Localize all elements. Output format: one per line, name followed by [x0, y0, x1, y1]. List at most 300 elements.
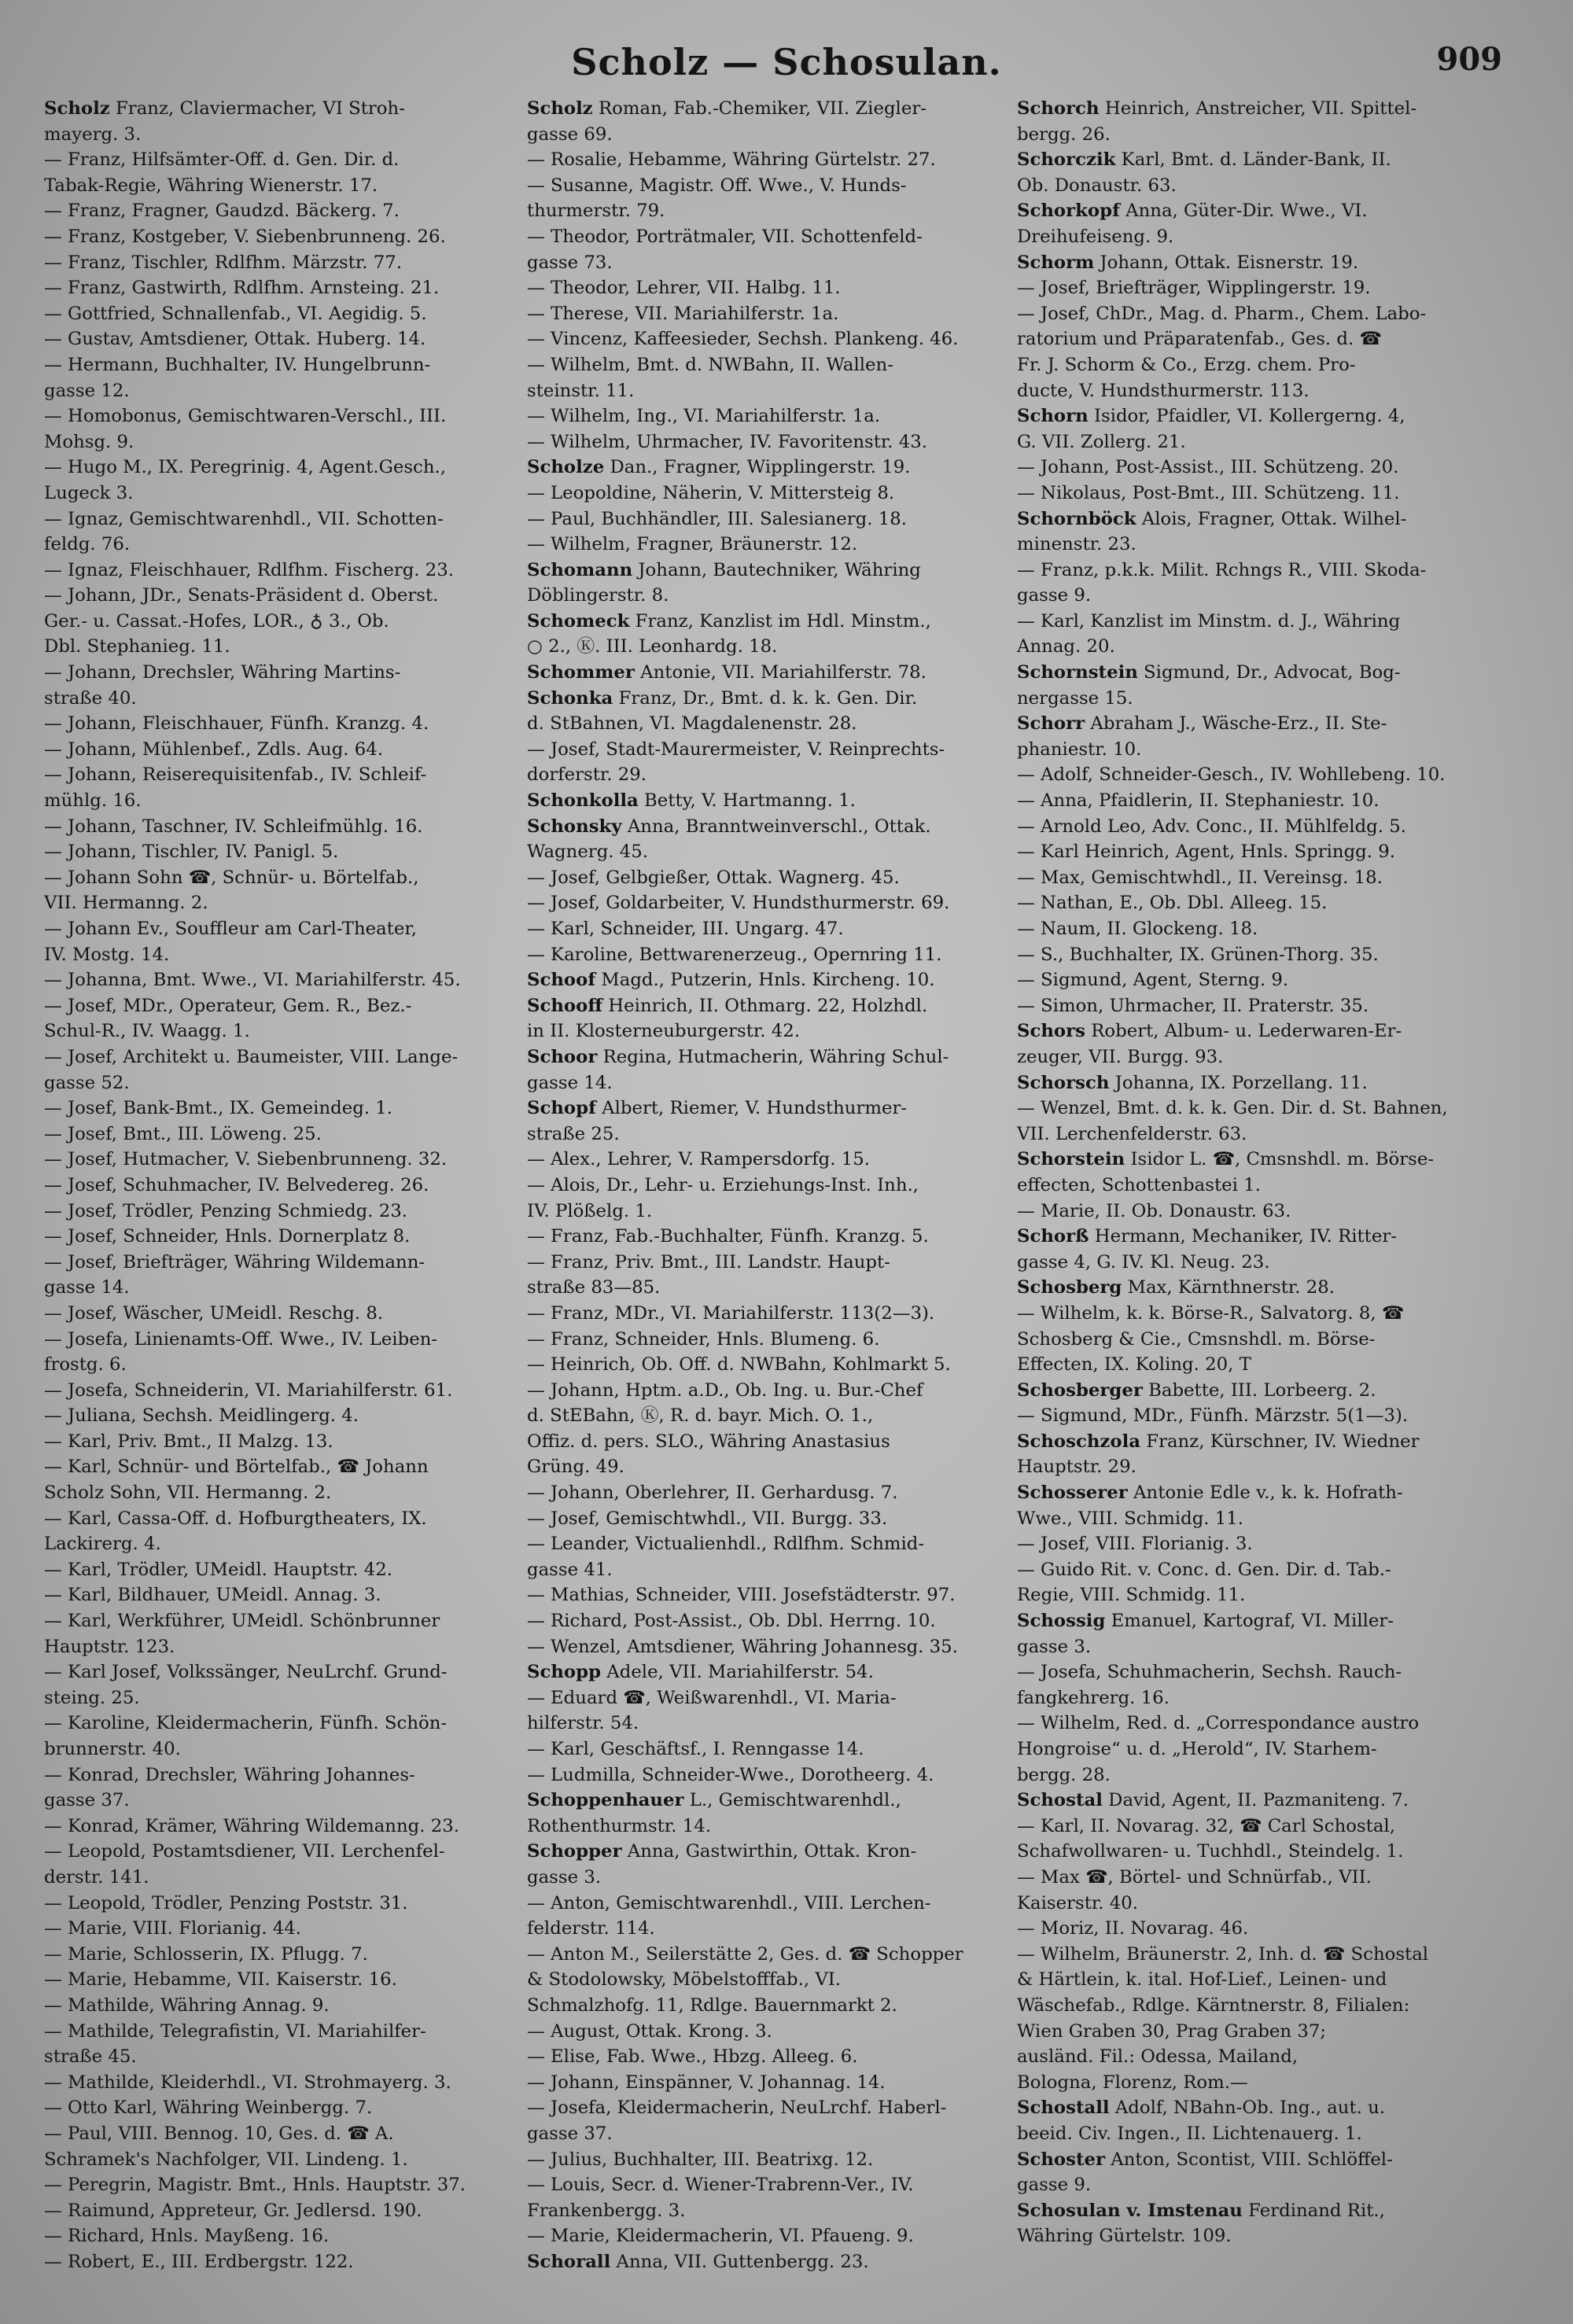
entry-text: — Johann, Tischler, IV. Panigl. 5. [44, 842, 339, 863]
page-header [0, 41, 1573, 88]
entry-text: dorferstr. 29. [527, 764, 647, 786]
directory-line [1017, 1275, 1520, 1301]
entry-text: — Susanne, Magistr. Off. Wwe., V. Hunds- [527, 175, 907, 196]
surname-heading: Scholz [527, 98, 593, 119]
entry-text: Franz, Claviermacher, VI Stroh- [109, 98, 405, 119]
surname-heading: Schorm [1017, 252, 1095, 273]
directory-line [44, 1865, 547, 1891]
entry-text: — Franz, Schneider, Hnls. Blumeng. 6. [527, 1328, 880, 1350]
directory-line [44, 1891, 547, 1917]
directory-line [527, 890, 1030, 916]
directory-line [1017, 1762, 1520, 1788]
entry-text: — Josef, Briefträger, Wipplingerstr. 19. [1017, 278, 1371, 299]
directory-line [1017, 1147, 1520, 1173]
directory-line [527, 1582, 1030, 1608]
directory-line [527, 2223, 1030, 2249]
column-middle [527, 96, 1030, 2274]
entry-text: — Eduard ☎, Weißwarenhdl., VI. Maria- [527, 1687, 897, 1708]
entry-text: — Sigmund, Agent, Sterng. 9. [1017, 970, 1289, 991]
entry-text: — Josef, Goldarbeiter, V. Hundsthurmerstr. 69. [527, 893, 950, 914]
directory-line [527, 1121, 1030, 1147]
entry-text: — Mathilde, Währing Annag. 9. [44, 1994, 330, 2016]
entry-text: — Mathias, Schneider, VIII. Josefstädterstr. 97. [527, 1585, 956, 1606]
entry-text: hilferstr. 54. [527, 1713, 639, 1734]
entry-text: — Karl, Bildhauer, UMeidl. Annag. 3. [44, 1585, 381, 1606]
entry-text: frostg. 6. [44, 1354, 127, 1376]
directory-line [1017, 250, 1520, 276]
directory-line [1017, 352, 1520, 378]
entry-text: steinstr. 11. [527, 380, 635, 401]
entry-text: gasse 73. [527, 252, 613, 273]
entry-text: Wagnerg. 45. [527, 842, 649, 863]
directory-line [1017, 1018, 1520, 1044]
surname-heading: Schoschzola [1017, 1431, 1140, 1452]
entry-text: — Johann, JDr., Senats-Präsident d. Oberst. [44, 585, 439, 606]
directory-line [527, 916, 1030, 942]
entry-text: Alois, Fragner, Ottak. Wilhel- [1136, 508, 1407, 529]
directory-line [1017, 788, 1520, 814]
entry-text: Hauptstr. 29. [1017, 1457, 1136, 1478]
entry-text: — Josef, Stadt-Maurermeister, V. Reinprechts- [527, 738, 945, 760]
entry-text: — Therese, VII. Mariahilferstr. 1a. [527, 303, 839, 324]
directory-line [527, 1865, 1030, 1891]
entry-text: — Anton, Gemischtwarenhdl., VIII. Lerchen- [527, 1892, 931, 1913]
surname-heading: Schorsch [1017, 1072, 1110, 1093]
entry-text: — Johann, Post-Assist., III. Schützeng. 20. [1017, 457, 1399, 478]
directory-line [1017, 942, 1520, 968]
directory-line [44, 352, 547, 378]
entry-text: — Konrad, Krämer, Währing Wildemanng. 23. [44, 1815, 460, 1836]
entry-text: mayerg. 3. [44, 123, 142, 145]
entry-text: ratorium und Präparatenfab., Ges. d. ☎ [1017, 329, 1382, 350]
directory-line [1017, 660, 1520, 686]
entry-text: — Louis, Secr. d. Wiener-Trabrenn-Ver., IV. [527, 2175, 914, 2196]
surname-heading: Schommer [527, 662, 635, 683]
surname-heading: Schooff [527, 995, 603, 1016]
entry-text: gasse 41. [527, 1559, 613, 1580]
entry-text: — Franz, Priv. Bmt., III. Landstr. Haupt- [527, 1251, 890, 1272]
surname-heading: Schorkopf [1017, 201, 1120, 222]
entry-text: — Karl, Cassa-Off. d. Hofburgtheaters, IX. [44, 1508, 427, 1529]
directory-line [44, 1121, 547, 1147]
entry-text: Währing Gürtelstr. 109. [1017, 2226, 1232, 2247]
entry-text: — Johann, Fleischhauer, Fünfh. Kranzg. 4. [44, 713, 429, 735]
directory-line [44, 686, 547, 712]
entry-text: Offiz. d. pers. SLO., Währing Anastasius [527, 1431, 890, 1452]
entry-text: VII. Lerchenfelderstr. 63. [1017, 1123, 1247, 1144]
entry-text: Franz, Kanzlist im Hdl. Minstm., [629, 610, 931, 632]
directory-line [527, 1891, 1030, 1917]
directory-line [1017, 609, 1520, 635]
entry-text: effecten, Schottenbastei 1. [1017, 1174, 1261, 1195]
surname-heading: Schomann [527, 559, 633, 580]
entry-text: — Karoline, Bettwarenerzeug., Opernring 11. [527, 944, 942, 965]
directory-line [527, 1788, 1030, 1814]
directory-line [1017, 173, 1520, 199]
entry-text: — Franz, Fab.-Buchhalter, Fünfh. Kranzg. 5. [527, 1226, 929, 1247]
entry-text: — Marie, II. Ob. Donaustr. 63. [1017, 1200, 1291, 1221]
entry-text: Regie, VIII. Schmidg. 11. [1017, 1585, 1246, 1606]
entry-text: — Peregrin, Magistr. Bmt., Hnls. Hauptstr. 37. [44, 2175, 466, 2196]
directory-line [44, 1967, 547, 1993]
surname-heading: Schorch [1017, 98, 1100, 119]
directory-line [44, 890, 547, 916]
entry-text: Magd., Putzerin, Hnls. Kircheng. 10. [595, 970, 935, 991]
entry-text: straße 40. [44, 687, 137, 709]
directory-line [44, 122, 547, 148]
entry-text: in II. Klosterneuburgerstr. 42. [527, 1021, 801, 1042]
directory-line [527, 1301, 1030, 1327]
directory-line [527, 865, 1030, 891]
entry-text: — Josef, Architekt u. Baumeister, VIII. Lange- [44, 1046, 459, 1067]
entry-text: — Hugo M., IX. Peregrinig. 4, Agent.Gesch., [44, 457, 446, 478]
entry-text: — Naum, II. Glockeng. 18. [1017, 919, 1258, 939]
entry-text: — Guido Rit. v. Conc. d. Gen. Dir. d. Tab.- [1017, 1559, 1391, 1580]
directory-line [44, 403, 547, 429]
entry-text: — Wilhelm, Ing., VI. Mariahilferstr. 1a. [527, 406, 881, 427]
entry-text: ○ 2., Ⓚ. III. Leonhardg. 18. [527, 636, 778, 657]
directory-line [527, 532, 1030, 558]
entry-text: — Leopold, Trödler, Penzing Poststr. 31. [44, 1892, 408, 1913]
entry-text: Anna, Gastwirthin, Ottak. Kron- [621, 1841, 917, 1862]
entry-text: — Paul, Buchhändler, III. Salesianerg. 18. [527, 508, 908, 529]
directory-line [1017, 1352, 1520, 1378]
directory-line [527, 2147, 1030, 2173]
directory-line [44, 1942, 547, 1968]
directory-line [1017, 1378, 1520, 1404]
directory-line [1017, 1454, 1520, 1480]
entry-text: Anna, VII. Guttenbergg. 23. [610, 2251, 869, 2272]
directory-line [44, 609, 547, 635]
entry-text: — Johann, Reiserequisitenfab., IV. Schleif- [44, 764, 427, 786]
directory-line [1017, 1199, 1520, 1225]
entry-text: — Karl, II. Novarag. 32, ☎ Carl Schostal, [1017, 1815, 1395, 1836]
entry-text: Tabak-Regie, Währing Wienerstr. 17. [44, 175, 378, 196]
directory-line [527, 993, 1030, 1019]
entry-text: — Marie, Kleidermacherin, VI. Pfaueng. 9. [527, 2226, 914, 2247]
entry-text: Adele, VII. Mariahilferstr. 54. [601, 1662, 874, 1683]
directory-line [527, 1608, 1030, 1634]
entry-text: — Otto Karl, Währing Weinbergg. 7. [44, 2097, 373, 2119]
directory-line [44, 993, 547, 1019]
directory-line [44, 865, 547, 891]
directory-line [1017, 558, 1520, 584]
entry-text: Hongroise“ u. d. „Herold“, IV. Starhem- [1017, 1739, 1377, 1759]
entry-text: Adolf, NBahn-Ob. Ing., aut. u. [1109, 2097, 1386, 2119]
directory-line [44, 147, 547, 173]
directory-line [44, 1018, 547, 1044]
entry-text: — Wenzel, Amtsdiener, Währing Johannesg. 35. [527, 1636, 958, 1657]
surname-heading: Schoster [1017, 2149, 1106, 2170]
directory-line [527, 2070, 1030, 2096]
entry-text: — Gottfried, Schnallenfab., VI. Aegidig. 5. [44, 303, 427, 324]
directory-line [44, 1301, 547, 1327]
entry-text: Karl, Bmt. d. Länder-Bank, II. [1115, 149, 1391, 171]
entry-text: — Elise, Fab. Wwe., Hbzg. Alleeg. 6. [527, 2046, 858, 2068]
directory-line [1017, 147, 1520, 173]
directory-line [527, 1454, 1030, 1480]
directory-line [527, 1737, 1030, 1762]
directory-line [1017, 1070, 1520, 1096]
directory-line [527, 967, 1030, 993]
directory-line [44, 481, 547, 506]
surname-heading: Scholz [44, 98, 110, 119]
entry-text: Grüng. 49. [527, 1457, 624, 1478]
entry-text: — Rosalie, Hebamme, Währing Gürtelstr. 27. [527, 149, 936, 171]
directory-line [44, 96, 547, 122]
entry-text: & Härtlein, k. ital. Hof-Lief., Leinen- und [1017, 1969, 1387, 1991]
directory-line [44, 1044, 547, 1070]
directory-line [44, 1659, 547, 1685]
directory-line [44, 532, 547, 558]
directory-line [1017, 1531, 1520, 1557]
directory-line [1017, 481, 1520, 506]
directory-line [527, 558, 1030, 584]
entry-text: Abraham J., Wäsche-Erz., II. Ste- [1085, 713, 1387, 735]
directory-line [1017, 2070, 1520, 2096]
directory-line [1017, 1916, 1520, 1942]
directory-line [1017, 224, 1520, 250]
entry-text: — Josef, Wäscher, UMeidl. Reschg. 8. [44, 1302, 384, 1324]
directory-line [1017, 122, 1520, 148]
entry-text: beeid. Civ. Ingen., II. Lichtenauerg. 1. [1017, 2123, 1362, 2144]
entry-text: — Johann, Oberlehrer, II. Gerhardusg. 7. [527, 1482, 898, 1504]
directory-line [44, 967, 547, 993]
entry-text: — Josef, Bmt., III. Löweng. 25. [44, 1123, 322, 1144]
directory-line [527, 1762, 1030, 1788]
directory-line [44, 2044, 547, 2070]
entry-text: — Karl, Schneider, III. Ungarg. 47. [527, 919, 844, 939]
directory-line [527, 1403, 1030, 1429]
entry-text: — Franz, Hilfsämter-Off. d. Gen. Dir. d. [44, 149, 400, 171]
entry-text: — Mathilde, Kleiderhdl., VI. Strohmayerg. 3. [44, 2072, 451, 2093]
entry-text: — Josef, MDr., Operateur, Gem. R., Bez.- [44, 995, 412, 1016]
entry-text: — Arnold Leo, Adv. Conc., II. Mühlfeldg. 5. [1017, 816, 1407, 837]
directory-line [1017, 1506, 1520, 1532]
directory-line [44, 2121, 547, 2147]
entry-text: & Stodolowsky, Möbelstofffab., VI. [527, 1969, 842, 1991]
entry-text: Schmalzhofg. 11, Rdlge. Bauernmarkt 2. [527, 1994, 897, 2016]
directory-line [44, 275, 547, 301]
entry-text: minenstr. 23. [1017, 534, 1136, 555]
surname-heading: Schonkolla [527, 790, 639, 812]
surname-heading: Schors [1017, 1021, 1085, 1042]
entry-text: — Josef, ChDr., Mag. d. Pharm., Chem. Labo- [1017, 303, 1427, 324]
entry-text: — Gustav, Amtsdiener, Ottak. Huberg. 14. [44, 329, 426, 350]
directory-line [527, 711, 1030, 737]
entry-text: bergg. 26. [1017, 123, 1111, 145]
entry-text: — Marie, VIII. Florianig. 44. [44, 1918, 302, 1939]
entry-text: Robert, Album- u. Lederwaren-Er- [1085, 1021, 1402, 1042]
directory-line [1017, 506, 1520, 532]
directory-line [44, 1993, 547, 2019]
entry-text: — Adolf, Schneider-Gesch., IV. Wohllebeng. 10. [1017, 764, 1446, 786]
entry-text: — Franz, Tischler, Rdlfhm. Märzstr. 77. [44, 252, 402, 273]
directory-line [1017, 455, 1520, 481]
directory-line [44, 2198, 547, 2224]
entry-text: — Josefa, Schneiderin, VI. Mariahilferstr. 61. [44, 1379, 453, 1401]
directory-line [44, 1096, 547, 1121]
directory-line [1017, 2198, 1520, 2224]
directory-line [1017, 890, 1520, 916]
directory-line [44, 1762, 547, 1788]
directory-line [527, 609, 1030, 635]
directory-line [527, 96, 1030, 122]
directory-line [527, 1378, 1030, 1404]
directory-line [1017, 1250, 1520, 1276]
entry-text: Wäschefab., Rdlge. Kärntnerstr. 8, Filialen: [1017, 1994, 1410, 2016]
entry-text: — Karl, Kanzlist im Minstm. d. J., Währing [1017, 610, 1401, 632]
entry-text: — Josef, Gelbgießer, Ottak. Wagnerg. 45. [527, 867, 900, 888]
surname-heading: Schoof [527, 970, 596, 991]
directory-line [527, 1327, 1030, 1353]
directory-line [44, 378, 547, 404]
entry-text: gasse 14. [44, 1277, 130, 1298]
directory-line [527, 1429, 1030, 1455]
entry-text: — Max ☎, Börtel- und Schnürfab., VII. [1017, 1866, 1372, 1888]
entry-text: Hauptstr. 123. [44, 1636, 175, 1657]
directory-line [1017, 762, 1520, 788]
directory-line [44, 1839, 547, 1865]
surname-heading: Schorstein [1017, 1149, 1125, 1170]
directory-line [527, 1967, 1030, 1993]
directory-line [44, 1608, 547, 1634]
directory-line [1017, 1429, 1520, 1455]
directory-line [44, 1685, 547, 1711]
entry-text: Mohsg. 9. [44, 431, 134, 452]
directory-line [1017, 326, 1520, 352]
directory-line [527, 1993, 1030, 2019]
directory-line [44, 2249, 547, 2275]
entry-text: VII. Hermanng. 2. [44, 893, 208, 914]
entry-text: — Josefa, Kleidermacherin, NeuLrchf. Haberl- [527, 2097, 947, 2119]
surname-heading: Schoppenhauer [527, 1790, 684, 1811]
entry-text: feldg. 76. [44, 534, 131, 555]
entry-text: d. StEBahn, Ⓚ, R. d. bayr. Mich. O. 1., [527, 1405, 874, 1427]
directory-line [1017, 198, 1520, 224]
entry-text: IV. Plößelg. 1. [527, 1200, 653, 1221]
entry-text: David, Agent, II. Pazmaniteng. 7. [1102, 1790, 1409, 1811]
entry-text: — Josef, Trödler, Penzing Schmiedg. 23. [44, 1200, 408, 1221]
entry-text: — Johanna, Bmt. Wwe., VI. Mariahilferstr. 45. [44, 970, 461, 991]
directory-line [527, 2172, 1030, 2198]
directory-line [1017, 2044, 1520, 2070]
directory-line [44, 2223, 547, 2249]
directory-line [44, 1582, 547, 1608]
entry-text: — Johann Sohn ☎, Schnür- u. Börtelfab., [44, 867, 419, 888]
entry-text: — Josef, VIII. Florianig. 3. [1017, 1534, 1253, 1555]
directory-line [44, 788, 547, 814]
directory-line [527, 481, 1030, 506]
directory-line [527, 1839, 1030, 1865]
directory-line [1017, 967, 1520, 993]
directory-line [44, 455, 547, 481]
directory-line [44, 1250, 547, 1276]
directory-line [44, 2147, 547, 2173]
entry-text: — Johann, Mühlenbef., Zdls. Aug. 64. [44, 738, 384, 760]
directory-line [1017, 583, 1520, 609]
directory-line [1017, 1121, 1520, 1147]
directory-line [44, 326, 547, 352]
entry-text: steing. 25. [44, 1687, 140, 1708]
directory-line [44, 1557, 547, 1583]
directory-line [527, 1250, 1030, 1276]
entry-text: — Moriz, II. Novarag. 46. [1017, 1918, 1249, 1939]
entry-text: gasse 69. [527, 123, 613, 145]
entry-text: Hermann, Mechaniker, IV. Ritter- [1089, 1226, 1397, 1247]
directory-line [1017, 814, 1520, 840]
directory-line [1017, 1608, 1520, 1634]
directory-line [44, 839, 547, 865]
directory-line [1017, 1044, 1520, 1070]
directory-line [44, 1634, 547, 1660]
directory-line [1017, 1788, 1520, 1814]
entry-text: — Konrad, Drechsler, Währing Johannes- [44, 1764, 415, 1785]
entry-text: — S., Buchhalter, IX. Grünen-Thorg. 35. [1017, 944, 1379, 965]
entry-text: felderstr. 114. [527, 1918, 655, 1939]
directory-line [527, 1275, 1030, 1301]
directory-line [44, 250, 547, 276]
directory-line [1017, 1557, 1520, 1583]
entry-text: bergg. 28. [1017, 1764, 1111, 1785]
directory-line [1017, 1737, 1520, 1762]
entry-text: — Karl Heinrich, Agent, Hnls. Springg. 9. [1017, 842, 1396, 863]
directory-line [44, 173, 547, 199]
entry-text: Ob. Donaustr. 63. [1017, 175, 1177, 196]
entry-text: straße 45. [44, 2046, 137, 2068]
directory-line [527, 634, 1030, 660]
entry-text: Anton, Scontist, VIII. Schlöffel- [1105, 2149, 1393, 2170]
directory-line [44, 711, 547, 737]
entry-text: phaniestr. 10. [1017, 738, 1142, 760]
entry-text: — Simon, Uhrmacher, II. Praterstr. 35. [1017, 995, 1369, 1016]
directory-line [1017, 1685, 1520, 1711]
entry-text: — Sigmund, MDr., Fünfh. Märzstr. 5(1—3). [1017, 1405, 1409, 1427]
entry-text: — Julius, Buchhalter, III. Beatrixg. 12. [527, 2149, 874, 2170]
entry-text: — Alex., Lehrer, V. Rampersdorfg. 15. [527, 1149, 871, 1170]
directory-line [1017, 1173, 1520, 1199]
surname-heading: Schorr [1017, 713, 1085, 735]
directory-line [1017, 865, 1520, 891]
directory-line [44, 1224, 547, 1250]
entry-text: — Homobonus, Gemischtwaren-Verschl., III. [44, 406, 447, 427]
directory-line [527, 403, 1030, 429]
entry-text: — Richard, Hnls. Mayßeng. 16. [44, 2226, 330, 2247]
entry-text: Max, Kärnthnerstr. 28. [1122, 1277, 1335, 1298]
entry-text: — Ludmilla, Schneider-Wwe., Dorotheerg. 4. [527, 1764, 934, 1785]
directory-line [44, 558, 547, 584]
directory-line [44, 1199, 547, 1225]
directory-line [44, 2095, 547, 2121]
directory-line [44, 1531, 547, 1557]
directory-line [527, 2095, 1030, 2121]
directory-line [527, 275, 1030, 301]
entry-text: — Richard, Post-Assist., Ob. Dbl. Herrng. 10. [527, 1611, 936, 1632]
directory-line [527, 1814, 1030, 1840]
directory-line [1017, 1301, 1520, 1327]
entry-text: Emanuel, Kartograf, VI. Miller- [1105, 1611, 1394, 1632]
entry-text: Betty, V. Hartmanng. 1. [638, 790, 856, 812]
entry-text: — Johann, Hptm. a.D., Ob. Ing. u. Bur.-Chef [527, 1379, 923, 1401]
directory-line [1017, 2121, 1520, 2147]
entry-text: Albert, Riemer, V. Hundsthurmer- [595, 1098, 908, 1119]
entry-text: — Robert, E., III. Erdbergstr. 122. [44, 2251, 354, 2272]
directory-line [527, 942, 1030, 968]
entry-text: gasse 14. [527, 1072, 613, 1093]
directory-line [44, 1454, 547, 1480]
entry-text: — Karl, Werkführer, UMeidl. Schönbrunner [44, 1611, 440, 1632]
directory-line [527, 1173, 1030, 1199]
